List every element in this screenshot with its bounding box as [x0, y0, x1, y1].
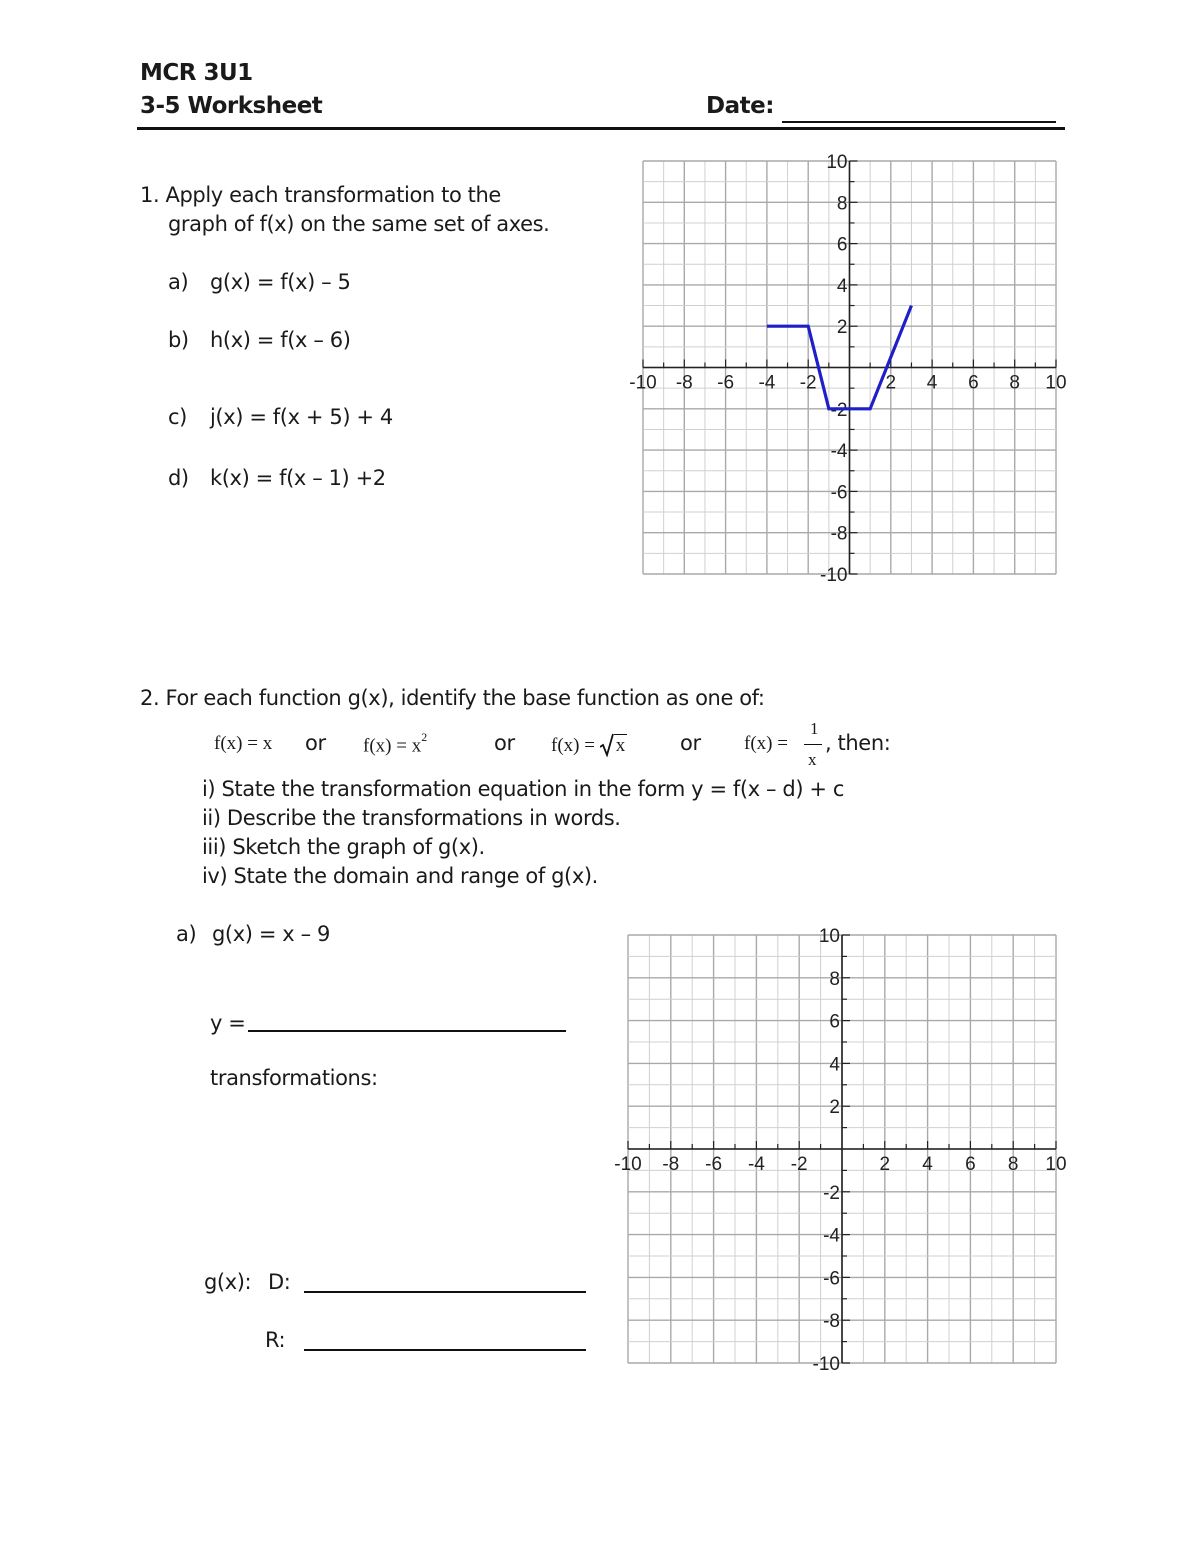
domain-blank[interactable] [304, 1291, 586, 1293]
g1-y-tick-label: 8 [836, 193, 848, 215]
base-reciprocal-lhs: f(x) = [744, 733, 788, 754]
g1-y-tick-label: -4 [830, 441, 848, 463]
course-code: MCR 3U1 [140, 60, 253, 86]
g1-y-tick-label: -2 [830, 399, 848, 421]
radical-sign-icon [600, 733, 614, 757]
y-equals-label: y = [210, 1011, 246, 1035]
domain-prefix: g(x): [204, 1270, 252, 1294]
g1-x-tick-label: 6 [968, 372, 979, 394]
g1-x-tick-label: 8 [1009, 372, 1020, 394]
g2-x-tick-label: 10 [1045, 1154, 1067, 1175]
base-quadratic: $f(x) = x^2$ [363, 730, 428, 757]
q1-part-c-expr: j(x) = f(x + 5) + 4 [210, 405, 393, 429]
date-blank[interactable] [782, 121, 1056, 123]
q1-part-b-expr: h(x) = f(x – 6) [210, 328, 351, 352]
q2-part-a-expr: g(x) = x – 9 [212, 922, 330, 946]
g1-x-tick-label: -4 [758, 372, 776, 394]
fraction-bar [804, 744, 822, 745]
g2-x-tick-label: -10 [614, 1154, 642, 1175]
g1-x-tick-label: -8 [675, 372, 693, 394]
g2-x-tick-label: -8 [662, 1154, 680, 1175]
recip-numerator: 1 [810, 719, 819, 738]
g2-y-tick-label: -10 [812, 1354, 840, 1375]
g1-x-tick-label: 2 [885, 372, 897, 394]
base-sqrt: f(x) = x [551, 735, 626, 756]
q1-part-a-label: a) [168, 270, 189, 294]
q1-part-c-label: c) [168, 405, 187, 429]
q1-intro-line2: graph of f(x) on the same set of axes. [168, 212, 550, 236]
step-ii: ii) Describe the transformations in words. [202, 806, 621, 830]
date-label: Date: [706, 93, 774, 119]
g1-y-tick-label: -6 [830, 482, 848, 504]
g2-y-tick-label: 6 [829, 1011, 840, 1033]
or-1: or [305, 731, 326, 755]
q1-part-b-label: b) [168, 328, 189, 352]
q1-part-d-label: d) [168, 466, 189, 490]
then-text: , then: [825, 731, 891, 755]
g2-y-tick-label: 8 [829, 968, 840, 990]
g2-x-tick-label: 4 [922, 1154, 933, 1175]
g2-y-tick-label: -4 [823, 1225, 840, 1247]
recip-denominator: x [808, 750, 817, 769]
g2-x-tick-label: 6 [965, 1154, 976, 1175]
g1-x-tick-label: -2 [799, 372, 817, 394]
q2-part-a-label: a) [176, 922, 197, 946]
g2-y-tick-label: -6 [823, 1268, 840, 1290]
g2-y-tick-label: -2 [823, 1182, 840, 1204]
transformations-label: transformations: [210, 1066, 378, 1090]
graph-q1 [615, 145, 1085, 590]
g2-y-tick-label: -8 [823, 1311, 840, 1333]
g2-y-tick-label: 4 [829, 1054, 840, 1076]
step-i: i) State the transformation equation in the form y = f(x – d) + c [202, 777, 845, 801]
g2-x-tick-label: -6 [705, 1154, 723, 1175]
range-blank[interactable] [304, 1349, 586, 1351]
range-label: R: [265, 1328, 286, 1352]
step-iii: iii) Sketch the graph of g(x). [202, 835, 485, 859]
g1-x-tick-label: 10 [1045, 372, 1067, 394]
graph-q2a [600, 918, 1090, 1378]
g1-x-tick-label: -10 [629, 372, 657, 394]
g2-x-tick-label: 8 [1007, 1154, 1019, 1175]
y-equation-blank[interactable] [248, 1030, 566, 1032]
step-iv: iv) State the domain and range of g(x). [202, 864, 598, 888]
g1-y-tick-label: -8 [830, 523, 848, 545]
quadratic-exponent: 2 [421, 730, 428, 744]
g2-y-tick-label: 10 [818, 926, 840, 947]
q2-intro: 2. For each function g(x), identify the base function as one of: [140, 686, 765, 710]
q1-intro-line1: 1. Apply each transformation to the [140, 183, 501, 207]
or-2: or [494, 731, 515, 755]
q1-part-d-expr: k(x) = f(x – 1) +2 [210, 466, 386, 490]
g1-x-tick-label: 4 [926, 372, 938, 394]
g2-y-tick-label: 2 [829, 1097, 840, 1119]
g1-y-tick-label: 10 [826, 152, 848, 173]
g2-x-tick-label: -4 [747, 1154, 765, 1175]
q1-part-a-expr: g(x) = f(x) – 5 [210, 270, 351, 294]
g1-y-tick-label: 2 [836, 317, 848, 339]
g1-x-tick-label: -6 [717, 372, 735, 394]
g2-x-tick-label: 2 [879, 1154, 891, 1175]
or-3: or [680, 731, 701, 755]
base-linear: f(x) = x [214, 733, 273, 754]
g2-x-tick-label: -2 [790, 1154, 808, 1175]
g1-y-tick-label: -10 [820, 565, 848, 586]
g1-y-tick-label: 4 [836, 275, 848, 297]
domain-label: D: [268, 1270, 291, 1294]
worksheet-title: 3-5 Worksheet [140, 93, 323, 119]
g1-y-tick-label: 6 [836, 234, 848, 256]
header-rule [137, 127, 1065, 130]
